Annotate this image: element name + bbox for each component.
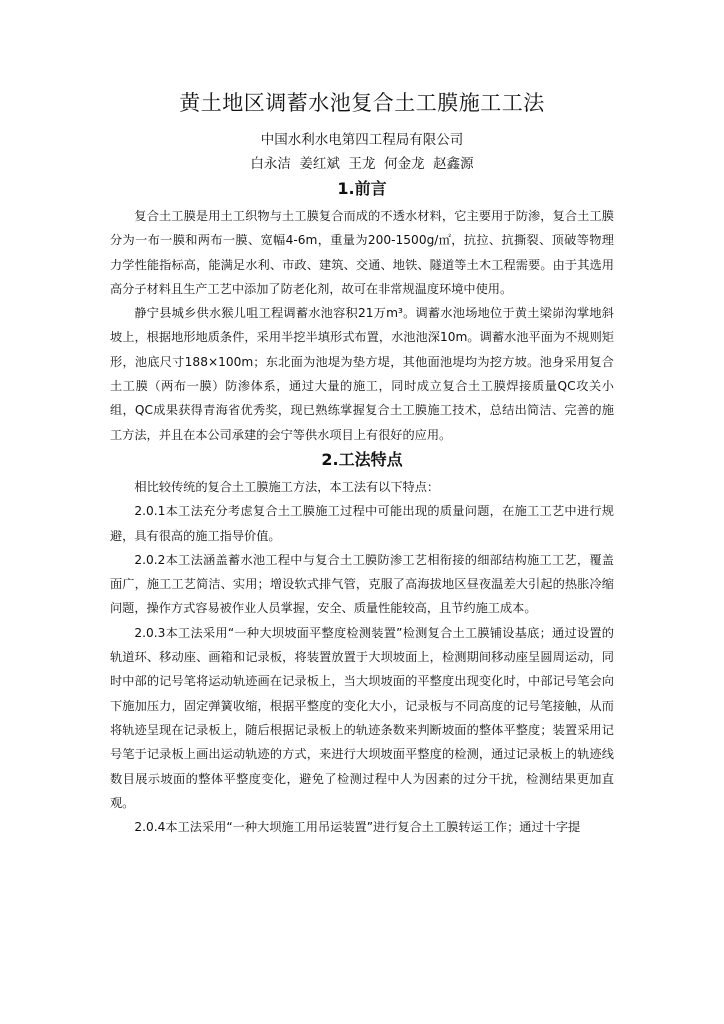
section-foreword: [110, 176, 614, 447]
authors: 白永洁 姜红斌 王龙 何金龙 赵鑫源: [250, 156, 474, 172]
document-title: 黄土地区调蓄水池复合土工膜施工工法: [179, 91, 545, 115]
organization: 中国水利水电第四工程局有限公司: [260, 132, 464, 148]
section-heading: 2.工法特点: [321, 449, 403, 469]
paragraph: 2.0.3本工法采用“一种大坝坡面平整度检测装置”检测复合土工膜铺设基底；通过设置的轨道环、移动座、画箱和记录板，将装置放置于大坝坡面上，检测期间移动座呈圆周运动，同时中部的记号笔将运动轨迹画在记录板上，当大坝坡面的平整度出现变化时，中部记号笔会向下施加压力，固定弹簧收缩，根据平整度的变化大小，记录板与不同高度的记号笔接触，从而将轨迹呈现在记录板上，随后根据记录板上的轨迹条数来判断坡面的整体平整度；装置采用记号笔于记录板上画出运动轨迹的方式，来进行大坝坡面平整度的检测，通过记录板上的轨迹线数目展示坡面的整体平整度变化，避免了检测过程中人为因素的过分干扰，检测结果更加直观。: [110, 625, 614, 810]
paragraph: 2.0.4本工法采用“一种大坝施工用吊运装置”进行复合土工膜转运工作；通过十字提: [134, 820, 581, 835]
paragraph: 2.0.1本工法充分考虑复合土工膜施工过程中可能出现的质量问题，在施工工艺中进行规避，具有很高的施工指导价值。: [110, 504, 614, 543]
paragraph: 静宁县城乡供水猴儿咀工程调蓄水池容积21万m³。调蓄水池场地位于黄土梁峁沟掌地斜坡上，根据地形地质条件，采用半挖半填形式布置，水池池深10m。调蓄水池平面为不规则矩形，池底尺寸188×100m；东北面为池堤为垫方堤，其他面池堤均为挖方坡。池身采用复合土工膜（两布一膜）防渗体系，通过大量的施工，同时成立复合土工膜焊接质量QC攻关小组，QC成果获得青海省优秀奖，现已熟练掌握复合土工膜施工技术，总结出简洁、完善的施工方法，并且在本公司承建的会宁等供水项目上有很好的应用。: [110, 306, 614, 442]
paragraph: 相比较传统的复合土工膜施工方法，本工法有以下特点：: [134, 479, 440, 494]
paragraph: 复合土工膜是用土工织物与土工膜复合而成的不透水材料，它主要用于防渗，复合土工膜分为一布一膜和两布一膜、宽幅4-6m，重量为200-1500g/㎡，抗拉、抗撕裂、顶破等物理力学性能指标高，能满足水利、市政、建筑、交通、地铁、隧道等土木工程需要。由于其选用高分子材料且生产工艺中添加了防老化剂，故可在非常规温度环境中使用。: [110, 209, 614, 296]
paragraph: 2.0.2本工法涵盖蓄水池工程中与复合土工膜防渗工艺相衔接的细部结构施工工艺，覆盖面广，施工工艺简洁、实用；增设软式排气管，克服了高海拔地区昼夜温差大引起的热胀冷缩问题，操作方式容易被作业人员掌握，安全、质量性能较高，且节约施工成本。: [110, 552, 614, 616]
section-features: [110, 447, 614, 839]
section-heading: 1.前言: [337, 179, 387, 198]
